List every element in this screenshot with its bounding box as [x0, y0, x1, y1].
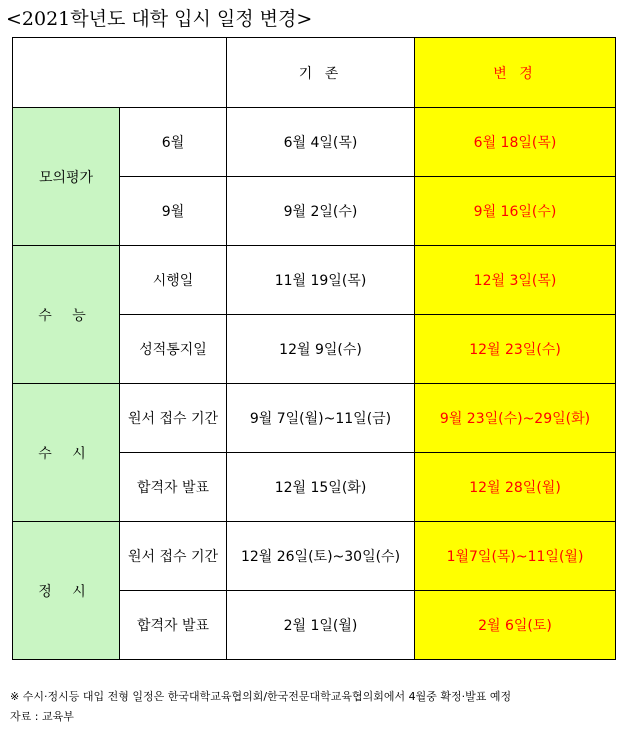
table-header-row	[13, 38, 616, 108]
new-date-cell: 2월 6일(토)	[415, 591, 616, 660]
header-corner-cell	[13, 38, 227, 108]
page-title: <2021학년도 대학 입시 일정 변경>	[6, 8, 313, 30]
table-row	[13, 246, 616, 315]
sub-cell: 6월	[120, 108, 227, 177]
source-note: 자료 : 교육부	[10, 710, 74, 723]
sub-cell: 성적통지일	[120, 315, 227, 384]
new-date-cell: 9월 23일(수)~29일(화)	[415, 384, 616, 453]
table-row	[13, 384, 616, 453]
old-date-cell: 6월 4일(목)	[227, 108, 415, 177]
footnote: ※ 수시·정시등 대입 전형 일정은 한국대학교육협의회/한국전문대학교육협의회에서 4월중 확정·발표 예정	[10, 690, 512, 703]
old-date-cell: 12월 15일(화)	[227, 453, 415, 522]
old-date-cell: 12월 26일(토)~30일(수)	[227, 522, 415, 591]
old-date-cell: 9월 7일(월)~11일(금)	[227, 384, 415, 453]
sub-cell: 합격자 발표	[120, 453, 227, 522]
table-row	[13, 108, 616, 177]
sub-cell: 9월	[120, 177, 227, 246]
table-row	[13, 522, 616, 591]
header-old: 기 존	[227, 38, 415, 108]
sub-cell: 시행일	[120, 246, 227, 315]
header-new: 변 경	[415, 38, 616, 108]
old-date-cell: 9월 2일(수)	[227, 177, 415, 246]
new-date-cell: 12월 28일(월)	[415, 453, 616, 522]
new-date-cell: 12월 23일(수)	[415, 315, 616, 384]
old-date-cell: 2월 1일(월)	[227, 591, 415, 660]
category-early-admission: 수 시	[13, 384, 120, 522]
new-date-cell: 9월 16일(수)	[415, 177, 616, 246]
category-mock-exam: 모의평가	[13, 108, 120, 246]
category-regular-admission: 정 시	[13, 522, 120, 660]
schedule-table	[12, 37, 616, 660]
category-csat: 수 능	[13, 246, 120, 384]
new-date-cell: 12월 3일(목)	[415, 246, 616, 315]
sub-cell: 원서 접수 기간	[120, 522, 227, 591]
old-date-cell: 12월 9일(수)	[227, 315, 415, 384]
old-date-cell: 11월 19일(목)	[227, 246, 415, 315]
new-date-cell: 6월 18일(목)	[415, 108, 616, 177]
sub-cell: 원서 접수 기간	[120, 384, 227, 453]
new-date-cell: 1월7일(목)~11일(월)	[415, 522, 616, 591]
sub-cell: 합격자 발표	[120, 591, 227, 660]
